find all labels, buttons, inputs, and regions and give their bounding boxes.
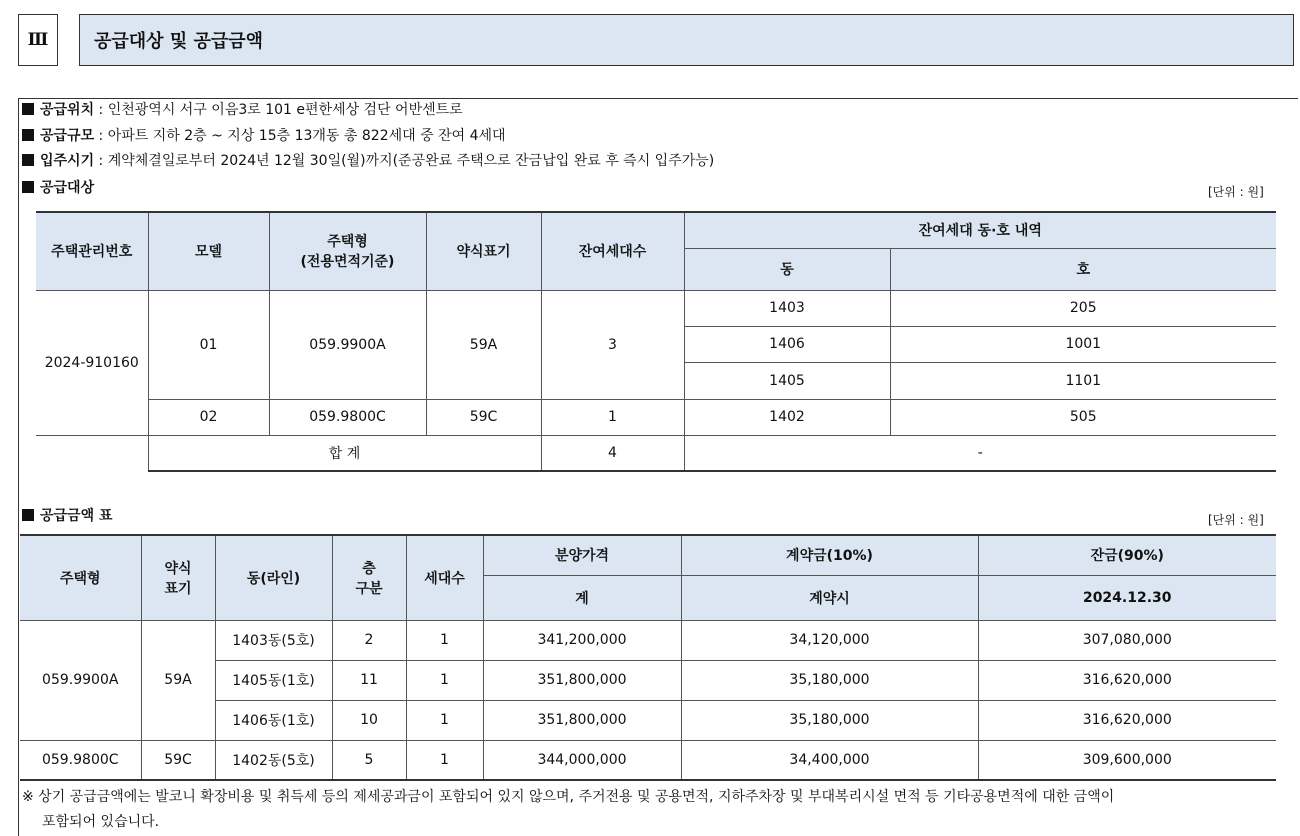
table-row: 02 059.9800C 59C 1 1402 505 <box>36 399 1276 435</box>
table-row: 1406동(1호) 10 1 351,800,000 35,180,000 316,620,000 <box>20 700 1276 740</box>
header-detail: 잔여세대 동·호 내역 <box>684 212 1276 248</box>
header-sale-sub: 계 <box>483 575 681 620</box>
mgmt-no-cell: 2024-910160 <box>36 290 148 435</box>
table-row: 059.9800C 59C 1402동(5호) 5 1 344,000,000 34,400,000 309,600,000 <box>20 740 1276 780</box>
bullet-square-icon <box>22 154 34 166</box>
header-dong-line: 동(라인) <box>215 535 332 620</box>
header-balance: 잔금(90%) <box>978 535 1276 575</box>
header-house-type: 주택형 (전용면적기준) <box>269 212 426 290</box>
header-deposit-sub: 계약시 <box>681 575 978 620</box>
total-row <box>36 435 1276 471</box>
header-mgmt-no: 주택관리번호 <box>36 212 148 290</box>
table-row: 2024-910160 01 059.9900A 59A 3 1403 205 <box>36 290 1276 326</box>
supply-table <box>36 211 1276 472</box>
info-supply-target: 공급대상 <box>22 179 94 197</box>
bullet-square-icon <box>22 103 34 115</box>
table-row: 059.9900A 59A 1403동(5호) 2 1 341,200,000 34,120,000 307,080,000 <box>20 620 1276 660</box>
total-label: 합 계 <box>148 435 541 471</box>
total-count: 4 <box>541 435 684 471</box>
total-detail: - <box>684 435 1276 471</box>
table-row: 1405 1101 <box>36 362 1276 399</box>
bullet-square-icon <box>22 129 34 141</box>
bullet-square-icon <box>22 181 34 193</box>
price-unit-label: [단위 : 원] <box>1208 513 1264 527</box>
info-move-in: 입주시기 : 계약체결일로부터 2024년 12월 30일(월)까지(준공완료 주택으로 잔금납입 완료 후 즉시 입주가능) <box>22 152 714 170</box>
header-abbr: 약식표기 <box>426 212 541 290</box>
header-households: 세대수 <box>406 535 483 620</box>
section-title: 공급대상 및 공급금액 <box>79 14 1294 66</box>
header-dong: 동 <box>684 248 890 290</box>
header-deposit: 계약금(10%) <box>681 535 978 575</box>
header-remaining: 잔여세대수 <box>541 212 684 290</box>
header-ho: 호 <box>890 248 1276 290</box>
price-table-title: 공급금액 표 <box>22 507 113 525</box>
table-row: 1406 1001 <box>36 326 1276 362</box>
info-scale: 공급규모 : 아파트 지하 2층 ~ 지상 15층 13개동 총 822세대 중 잔여 4세대 <box>22 127 506 145</box>
table-row: 1405동(1호) 11 1 351,800,000 35,180,000 316,620,000 <box>20 660 1276 700</box>
footnote: ※ 상기 공급금액에는 발코니 확장비용 및 취득세 등의 제세공과금이 포함되어 있지 않으며, 주거전용 및 공용면적, 지하주차장 및 부대복리시설 면적 등 기타공용면적에 대한 금액이 포함되어 있습니다. <box>22 789 1115 830</box>
header-sale-price: 분양가격 <box>483 535 681 575</box>
supply-unit-label: [단위 : 원] <box>1208 185 1264 199</box>
info-location: 공급위치 : 인천광역시 서구 이음3로 101 e편한세상 검단 어반센트로 <box>22 101 463 119</box>
bullet-square-icon <box>22 509 34 521</box>
header-model: 모델 <box>148 212 269 290</box>
header-abbr: 약식 표기 <box>141 535 215 620</box>
header-floor: 층 구분 <box>332 535 406 620</box>
header-type: 주택형 <box>20 535 141 620</box>
section-number: Ⅲ <box>18 14 58 66</box>
header-balance-sub: 2024.12.30 <box>978 575 1276 620</box>
price-table <box>20 534 1276 781</box>
